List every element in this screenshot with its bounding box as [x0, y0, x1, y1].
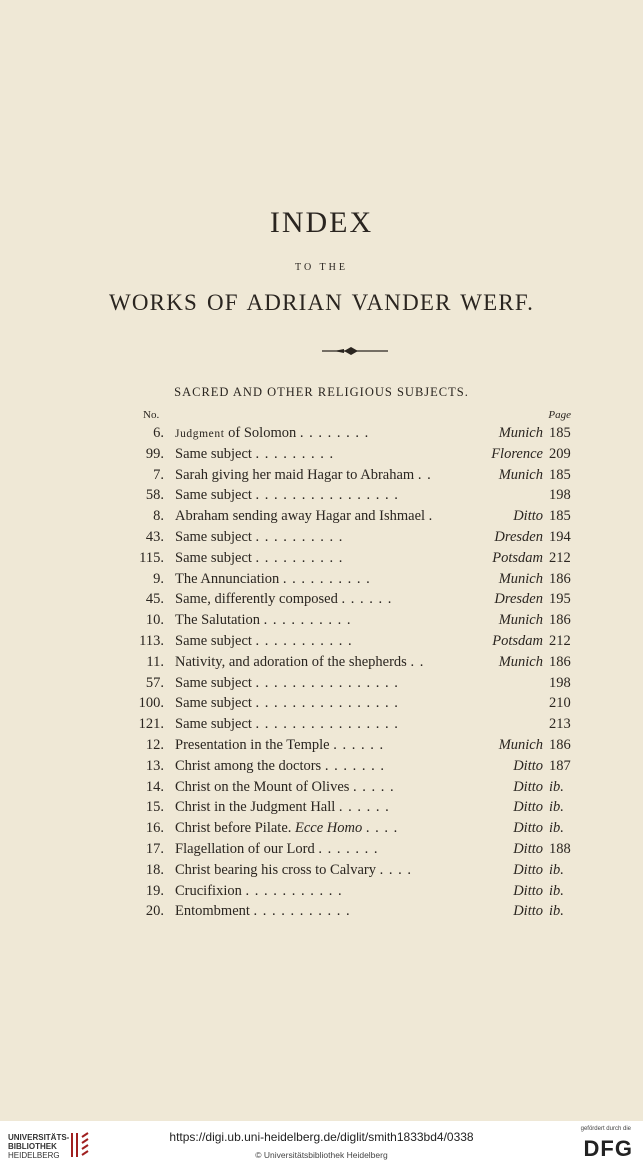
- entry-title: Flagellation of our Lord . . . . . . .: [175, 840, 379, 857]
- entry-location: Munich: [498, 425, 543, 441]
- index-entry: [0, 529, 643, 550]
- leader-dots: . . . . . . . . . . . . . . . .: [255, 695, 399, 712]
- index-entry: [0, 591, 643, 612]
- section-heading: SACRED AND OTHER RELIGIOUS SUBJECTS.: [174, 385, 469, 399]
- leader-dots: . . . . . . . . . .: [255, 528, 344, 545]
- leader-dots: . . . . . . . . . . .: [253, 903, 351, 920]
- leader-dots: . . . . . . . . . .: [255, 549, 344, 566]
- entry-number: 7.: [153, 466, 164, 483]
- entry-page: 210: [549, 695, 571, 712]
- entry-number: 43.: [145, 528, 164, 545]
- entry-location: Ditto: [513, 820, 543, 837]
- entry-page: 194: [549, 528, 571, 545]
- entry-page: 188: [549, 840, 571, 857]
- entry-title: Same subject . . . . . . . . . . . . . . . .: [175, 695, 399, 712]
- entry-title: Christ among the doctors . . . . . . .: [175, 757, 385, 774]
- entry-location: Munich: [498, 736, 543, 753]
- leader-dots: . . . .: [379, 861, 412, 878]
- entry-number: 9.: [153, 570, 164, 587]
- entry-number: 45.: [145, 591, 164, 608]
- entry-location: Potsdam: [492, 549, 543, 566]
- entry-location: Munich: [498, 466, 543, 483]
- entry-title: Entombment . . . . . . . . . . .: [175, 903, 351, 920]
- entry-page: 209: [549, 445, 571, 462]
- entry-number: 11.: [146, 653, 164, 670]
- index-entry: [0, 612, 643, 633]
- entry-number: 20.: [145, 903, 164, 920]
- leader-dots: . . . . . .: [341, 591, 393, 608]
- index-entry: [0, 862, 643, 883]
- leader-dots: . .: [410, 653, 425, 670]
- index-title: INDEX: [269, 206, 374, 239]
- entry-title: Same subject . . . . . . . . . . . . . . . .: [175, 487, 399, 504]
- entry-number: 19.: [145, 882, 164, 899]
- entry-page: ib.: [549, 799, 564, 816]
- entry-location: Potsdam: [492, 632, 543, 649]
- leader-dots: . . . . . . . . . .: [282, 570, 371, 587]
- index-entry: [0, 841, 643, 862]
- leader-dots: . . . . . . . . .: [255, 445, 335, 462]
- entry-number: 115.: [139, 549, 164, 566]
- leader-dots: . . . . . . .: [318, 840, 379, 857]
- entry-title: Nativity, and adoration of the shepherds . .: [175, 653, 425, 670]
- leader-dots: . . . .: [365, 820, 399, 837]
- entry-location: Ditto: [513, 861, 543, 878]
- entry-number: 113.: [139, 632, 164, 649]
- entry-title: Same, differently composed . . . . . .: [175, 591, 393, 608]
- entry-page: ib.: [549, 861, 564, 878]
- entry-location: Munich: [498, 612, 543, 629]
- entry-number: 10.: [145, 612, 164, 629]
- entry-number: 58.: [145, 487, 164, 504]
- leader-dots: . . . . . . . . . . .: [255, 632, 353, 649]
- entry-title: Same subject . . . . . . . . . . .: [175, 632, 353, 649]
- permalink-url[interactable]: https://digi.ub.uni-heidelberg.de/diglit/smith1833bd4/0338: [169, 1130, 474, 1144]
- index-entry: [0, 633, 643, 654]
- leader-dots: . . . . . . . .: [299, 425, 370, 441]
- entry-page: 187: [549, 757, 571, 774]
- entry-title: Presentation in the Temple . . . . . .: [175, 736, 385, 753]
- entry-title: Crucifixion . . . . . . . . . . .: [175, 882, 343, 899]
- index-list: [0, 425, 643, 924]
- leader-dots: . . . . . .: [333, 736, 385, 753]
- entry-title: Same subject . . . . . . . . . . . . . . . .: [175, 716, 399, 733]
- entry-title: Sarah giving her maid Hagar to Abraham . .: [175, 466, 432, 483]
- entry-number: 99.: [145, 445, 164, 462]
- entry-title: Christ on the Mount of Olives . . . . .: [175, 778, 395, 795]
- entry-title: Same subject . . . . . . . . . . . . . . . .: [175, 674, 399, 691]
- entry-number: 15.: [145, 799, 164, 816]
- index-entry: [0, 571, 643, 592]
- entry-title: Same subject . . . . . . . . . .: [175, 528, 344, 545]
- entry-number: 57.: [145, 674, 164, 691]
- index-entry: [0, 550, 643, 571]
- entry-number: 16.: [145, 820, 164, 837]
- entry-title: Christ in the Judgment Hall . . . . . .: [175, 799, 390, 816]
- library-logo: UNIVERSITÄTS- BIBLIOTHEK HEIDELBERG: [8, 1133, 70, 1160]
- entry-location: Dresden: [494, 528, 543, 545]
- entry-location: Ditto: [513, 757, 543, 774]
- leader-dots: . . . . . . .: [324, 757, 385, 774]
- entry-title: Judgment of Solomon . . . . . . . .: [175, 425, 370, 441]
- funding-note: gefördert durch die: [580, 1126, 631, 1132]
- entry-location: Florence: [491, 445, 543, 462]
- leader-dots: . . . . . . . . . . . . . . . .: [255, 674, 399, 691]
- entry-page: 186: [549, 570, 571, 587]
- index-entry: [0, 508, 643, 529]
- index-entry: [0, 737, 643, 758]
- leader-dots: . . . . . . . . . .: [263, 612, 352, 629]
- entry-title: The Salutation . . . . . . . . . .: [175, 612, 352, 629]
- leader-dots: . . . . . . . . . . .: [245, 882, 343, 899]
- entry-page: 198: [549, 674, 571, 691]
- entry-page: 185: [549, 425, 571, 441]
- entry-number: 121.: [138, 716, 164, 733]
- entry-page: ib.: [549, 820, 564, 837]
- entry-page: 186: [549, 653, 571, 670]
- entry-page: 212: [549, 549, 571, 566]
- index-entry: [0, 446, 643, 467]
- entry-location: Ditto: [513, 799, 543, 816]
- entry-location: Ditto: [513, 882, 543, 899]
- index-entry: [0, 758, 643, 779]
- entry-location: Munich: [498, 570, 543, 587]
- to-the-subtitle: TO THE: [295, 262, 348, 273]
- leader-dots: . . . . . . . . . . . . . . . .: [255, 487, 399, 504]
- index-entry: [0, 903, 643, 924]
- leader-dots: . . . . . .: [338, 799, 390, 816]
- entry-page: 195: [549, 591, 571, 608]
- index-entry: [0, 487, 643, 508]
- entry-page: 198: [549, 487, 571, 504]
- entry-number: 18.: [145, 861, 164, 878]
- entry-number: 13.: [145, 757, 164, 774]
- entry-page: 213: [549, 716, 571, 733]
- index-entry: [0, 695, 643, 716]
- index-entry: [0, 820, 643, 841]
- entry-number: 17.: [145, 840, 164, 857]
- index-entry: [0, 467, 643, 488]
- entry-page: 186: [549, 612, 571, 629]
- index-entry: [0, 716, 643, 737]
- copyright-text: © Universitätsbibliothek Heidelberg: [255, 1150, 388, 1160]
- entry-title: Same subject . . . . . . . . .: [175, 445, 335, 462]
- leader-dots: . . . . .: [353, 778, 395, 795]
- ornament-divider-icon: [320, 345, 390, 357]
- entry-page: 186: [549, 736, 571, 753]
- entry-location: Ditto: [513, 903, 543, 920]
- column-header-no: No.: [143, 409, 160, 421]
- entry-number: 6.: [153, 425, 164, 441]
- index-entry: [0, 883, 643, 904]
- entry-page: ib.: [549, 882, 564, 899]
- index-entry: [0, 675, 643, 696]
- index-entry: [0, 654, 643, 675]
- entry-location: Ditto: [513, 508, 543, 525]
- entry-title: The Annunciation . . . . . . . . . .: [175, 570, 371, 587]
- entry-location: Ditto: [513, 840, 543, 857]
- entry-number: 100.: [138, 695, 164, 712]
- index-entry: [0, 799, 643, 820]
- footer-bar: [0, 1121, 643, 1170]
- entry-number: 14.: [145, 778, 164, 795]
- entry-page: ib.: [549, 778, 564, 795]
- entry-title: Christ before Pilate. Ecce Homo . . . .: [175, 820, 399, 837]
- index-entry: [0, 779, 643, 800]
- dfg-logo: DFG: [583, 1136, 633, 1161]
- leader-dots: . .: [417, 466, 432, 483]
- entry-title: Abraham sending away Hagar and Ishmael .: [175, 508, 434, 525]
- entry-page: ib.: [549, 903, 564, 920]
- entry-page: 185: [549, 508, 571, 525]
- entry-page: 212: [549, 632, 571, 649]
- entry-location: Dresden: [494, 591, 543, 608]
- entry-title: Christ bearing his cross to Calvary . . . .: [175, 861, 412, 878]
- entry-page: 185: [549, 466, 571, 483]
- entry-number: 8.: [153, 508, 164, 525]
- column-header-page: Page: [548, 409, 571, 421]
- leader-dots: . . . . . . . . . . . . . . . .: [255, 716, 399, 733]
- entry-title: Same subject . . . . . . . . . .: [175, 549, 344, 566]
- leader-dots: .: [428, 508, 434, 525]
- entry-number: 12.: [145, 736, 164, 753]
- entry-location: Ditto: [513, 778, 543, 795]
- index-entry: [0, 425, 643, 446]
- works-title: WORKS OF ADRIAN VANDER WERF.: [108, 290, 535, 315]
- entry-location: Munich: [498, 653, 543, 670]
